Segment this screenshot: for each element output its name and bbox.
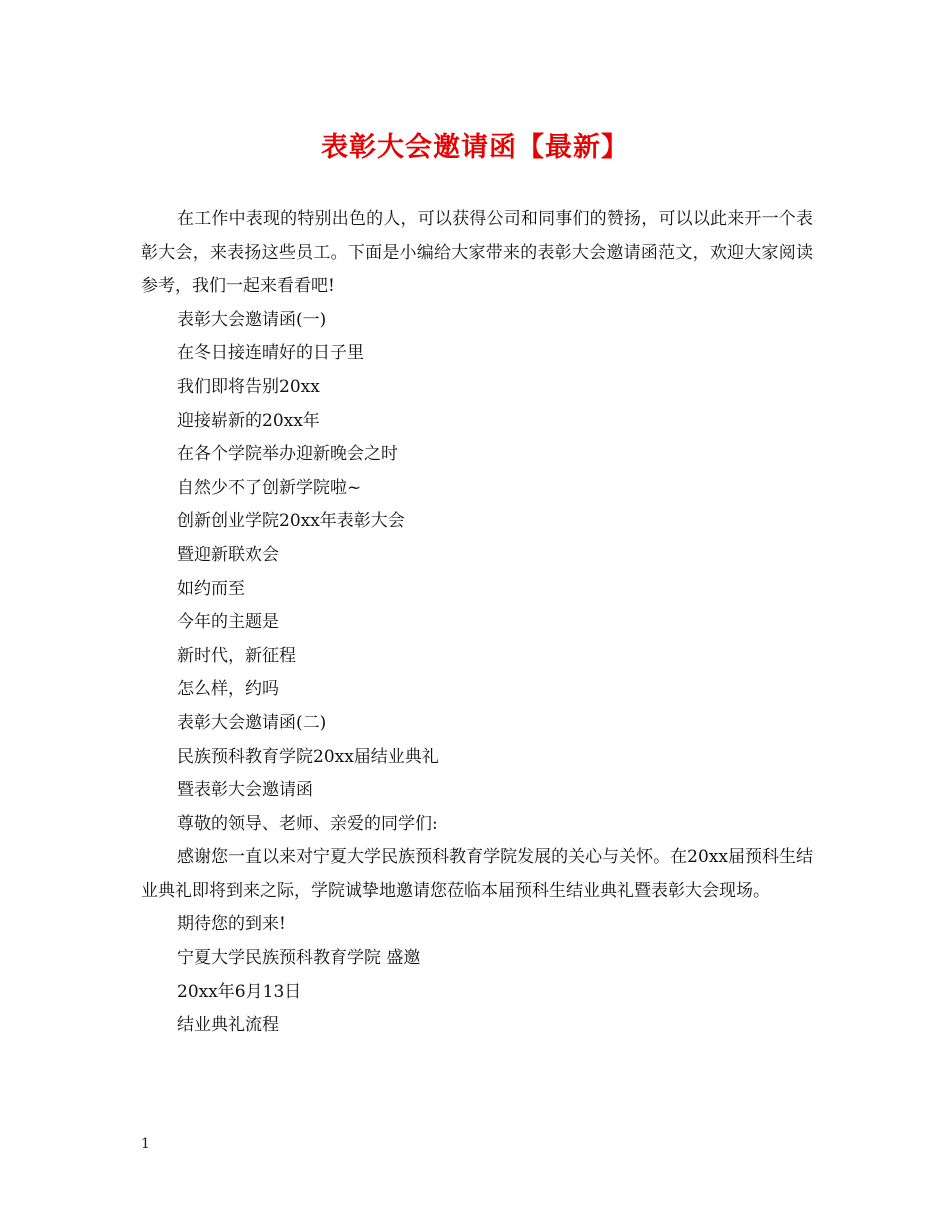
paragraph: 如约而至 [177, 578, 245, 599]
paragraph: 结业典礼流程 [177, 1015, 279, 1036]
paragraph: 自然少不了创新学院啦~ [177, 477, 362, 498]
paragraph: 表彰大会邀请函(二) [177, 712, 327, 733]
page-number: 1 [141, 1136, 150, 1152]
paragraph: 创新创业学院20xx年表彰大会 [177, 511, 405, 532]
document-title: 表彰大会邀请函【最新】 [321, 132, 629, 163]
paragraph: 暨表彰大会邀请函 [177, 780, 313, 801]
paragraph: 新时代，新征程 [177, 645, 296, 666]
paragraph: 在各个学院举办迎新晚会之时 [177, 444, 398, 465]
paragraph: 期待您的到来! [177, 914, 286, 935]
paragraph: 今年的主题是 [177, 612, 279, 633]
paragraph: 尊敬的领导、老师、亲爱的同学们: [177, 813, 438, 834]
paragraph: 我们即将告别20xx [177, 376, 320, 397]
paragraph: 迎接崭新的20xx年 [177, 410, 320, 431]
paragraph: 暨迎新联欢会 [177, 544, 279, 565]
paragraph: 民族预科教育学院20xx届结业典礼 [177, 746, 439, 767]
paragraph: 在工作中表现的特别出色的人，可以获得公司和同事们的赞扬，可以以此来开一个表彰大会，来表扬这些员工。下面是小编给大家带来的表彰大会邀请函范文，欢迎大家阅读参考，我们一起来看看吧! [141, 209, 813, 297]
document-body [141, 203, 813, 1043]
paragraph: 在冬日接连晴好的日子里 [177, 343, 364, 364]
paragraph: 20xx年6月13日 [177, 981, 302, 1002]
paragraph: 宁夏大学民族预科教育学院 盛邀 [177, 948, 421, 969]
paragraph: 表彰大会邀请函(一) [177, 309, 327, 330]
paragraph: 感谢您一直以来对宁夏大学民族预科教育学院发展的关心与关怀。在20xx届预科生结业典礼即将到来之际，学院诚挚地邀请您莅临本届预科生结业典礼暨表彰大会现场。 [141, 847, 813, 901]
paragraph: 怎么样，约吗 [177, 679, 279, 700]
